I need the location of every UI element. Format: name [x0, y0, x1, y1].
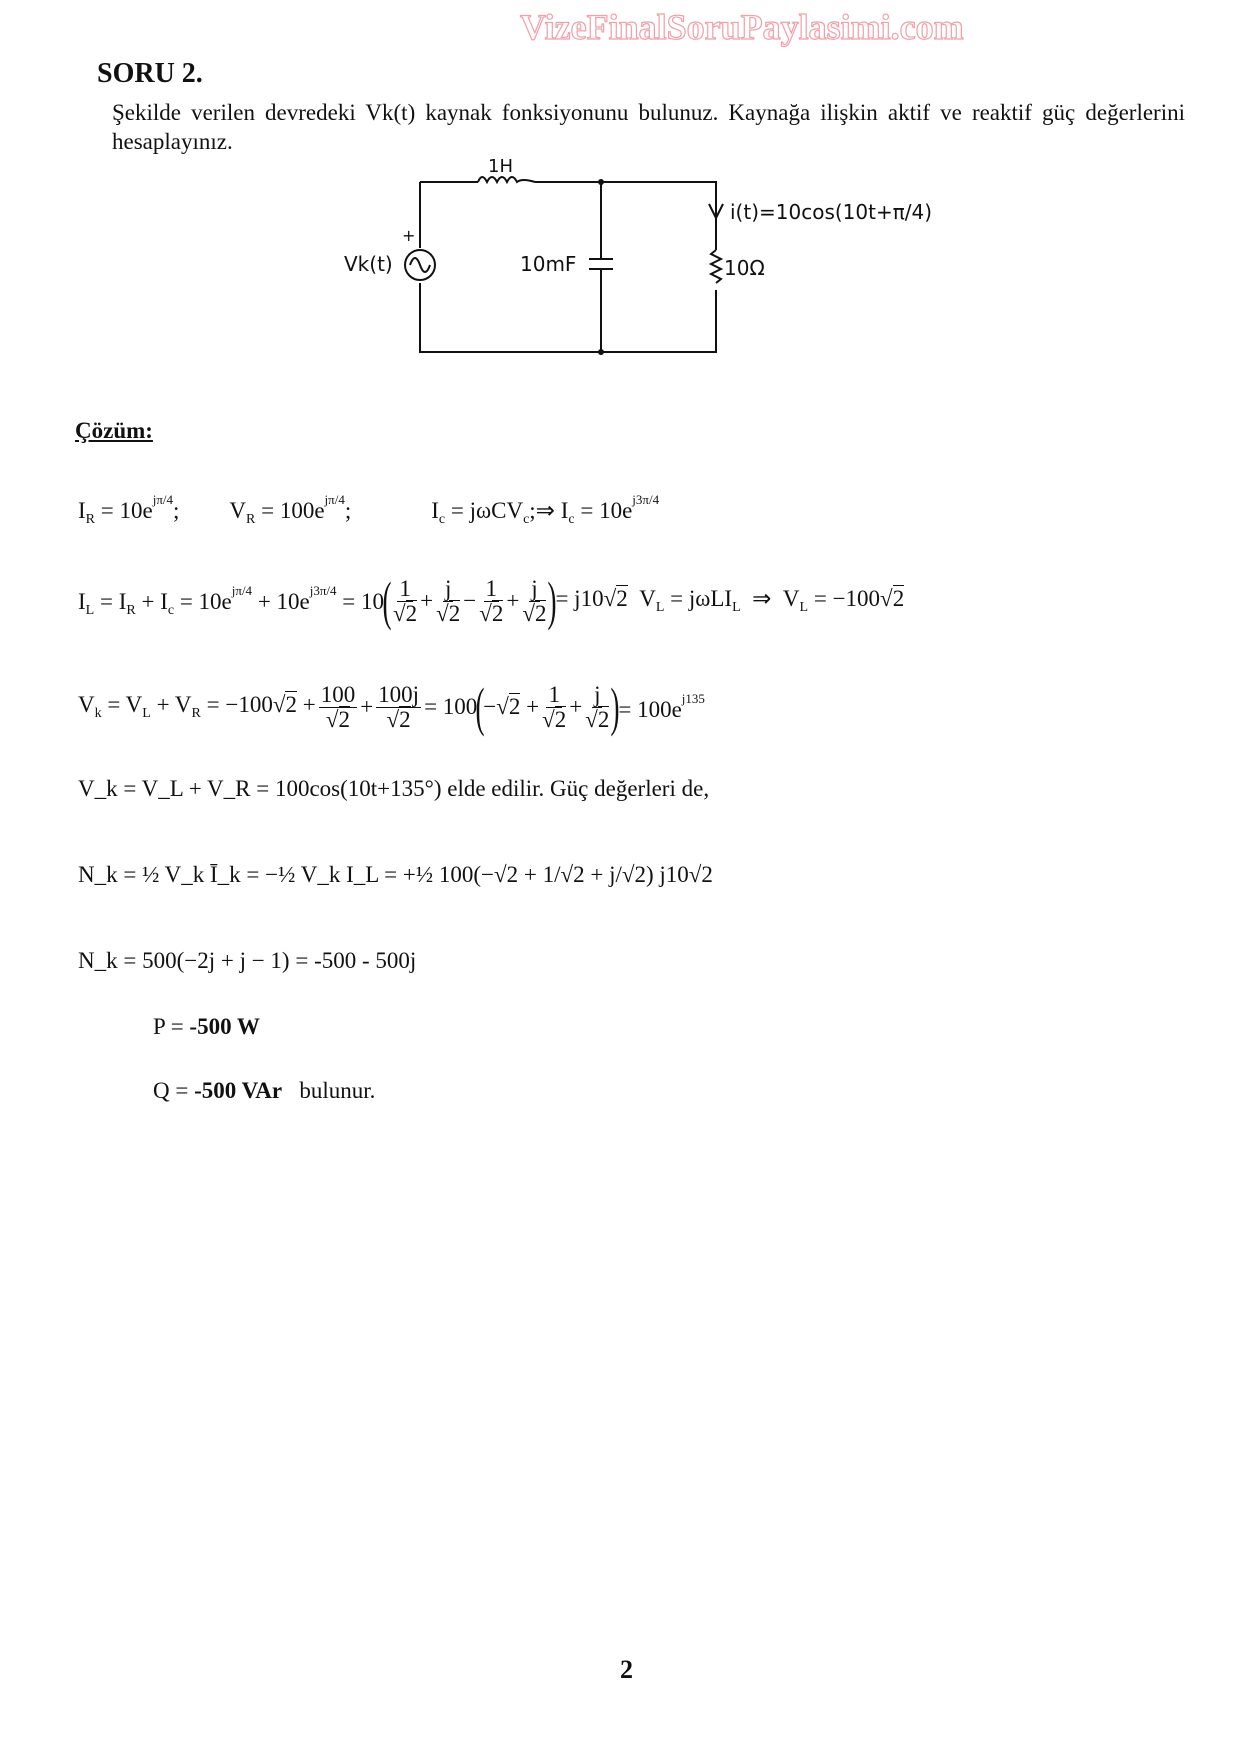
- active-power: P = -500 W: [153, 1014, 260, 1039]
- equation-5: N_k = ½ V_k Ī_k = −½ V_k I_L = +½ 100(−√2 + 1/√2 + j/√2) j10√2: [78, 862, 713, 887]
- watermark: VizeFinalSoruPaylasimi.com: [520, 7, 964, 47]
- equation-2: $I_L = I_R + I_c = 10e^{j\pi/4} + 10e^{j3\pi/4} = 10$ ( 1 √2 + j √2 − 1 √2 + j √2 ) = j10√2 $V_L = j\omega LI_L$ ⇒ $V_L = -100√2$: [78, 571, 905, 631]
- circuit-diagram: [0, 0, 1240, 400]
- resistor-label: 10Ω: [724, 256, 765, 280]
- question-title: SORU 2.: [97, 58, 203, 89]
- source-plus: +: [402, 226, 416, 245]
- source-label: Vk(t): [344, 252, 393, 276]
- current-label: i(t)=10cos(10t+π/4): [730, 200, 933, 224]
- equation-4: V_k = V_L + V_R = 100cos(10t+135°) elde edilir. Güç değerleri de,: [78, 776, 710, 801]
- capacitor-label: 10mF: [520, 252, 577, 276]
- equation-3: $V_k = V_L + V_R = -100√2$ + $\frac{100}{√2}$ + $\frac{100j}{√2}$ = 100 ( −√2 + $\frac{1}{√2}$ + j √2 ) = $100e^{j135}$: [78, 677, 705, 737]
- page-number: 2: [620, 1655, 633, 1684]
- reactive-power: Q = -500 VAr bulunur.: [153, 1078, 376, 1103]
- equation-6: N_k = 500(−2j + j − 1) = -500 - 500j: [78, 948, 417, 973]
- solution-heading: Çözüm:: [75, 418, 153, 443]
- question-text: Şekilde verilen devredeki Vk(t) kaynak fonksiyonunu bulunuz. Kaynağa ilişkin aktif ve reaktif güç değerlerini hesaplayınız.: [112, 100, 1185, 154]
- inductor-icon: [478, 177, 535, 182]
- equation-1: $I_R = 10e^{j\pi/4}$; $V_R = 100e^{j\pi/4}$; $I_c$ = jωCV$_c$;⇒ $I_c = 10e^{j3\pi/4}$: [78, 492, 660, 527]
- resistor-icon: [711, 250, 721, 283]
- capacitor-icon: [589, 259, 613, 269]
- inductor-label: 1H: [488, 156, 513, 177]
